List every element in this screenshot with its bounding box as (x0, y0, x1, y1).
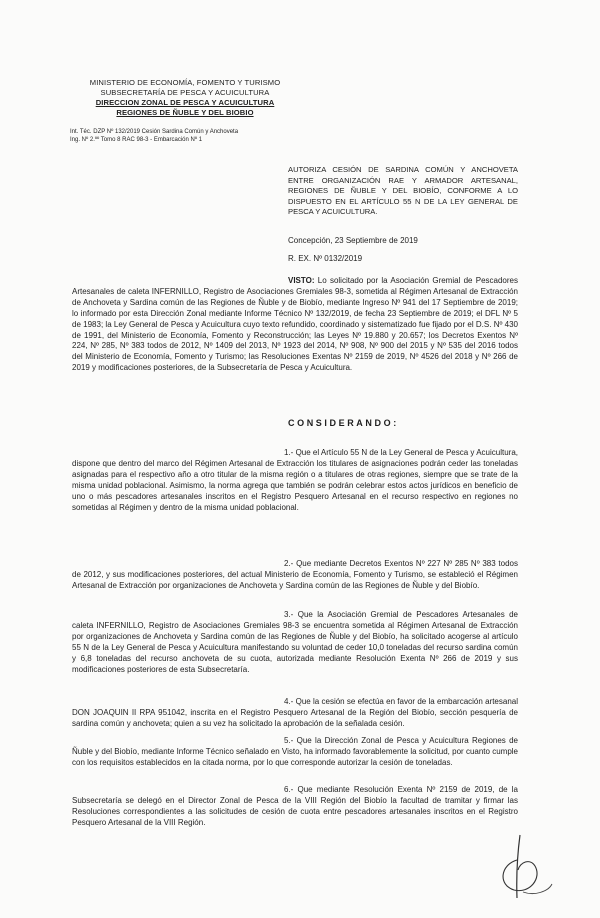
considerando-paragraph-4: 4.- Que la cesión se efectúa en favor de la embarcación artesanal DON JOAQUIN II RPA 951042, inscrita en el Registro Pesquero Artesanal de la Región del Biobío, sección pesquería de sardina común y anchoveta; quien a su vez ha solicitado la aprobación de la señalada cesión. (72, 697, 518, 728)
considerando-paragraph-1: 1.- Que el Artículo 55 N de la Ley General de Pesca y Acuicultura, dispone que dentro del marco del Régimen Artesanal de Extracción los titulares de asignaciones podrán ceder las toneladas asignadas para el respectivo año a otro titular de la misma región o a titulares de otras regiones, siempre que se trate de la misma unidad poblacional. Asimismo, la norma agrega que también se podrán celebrar estos actos jurídicos en beneficio de uno o más pescadores artesanales inscritos en el Registro Pesquero Artesanal en el recurso respectivo en regiones no sometidas al Régimen y dentro de la misma unidad poblacional. (72, 448, 518, 512)
visto-paragraph (72, 276, 518, 374)
undersecretary-name: SUBSECRETARÍA DE PESCA Y ACUICULTURA (100, 88, 270, 97)
visto-label: VISTO: (288, 276, 315, 285)
regions-name: REGIONES DE ÑUBLE Y DEL BIOBIO (116, 108, 254, 117)
date-line: Concepción, 23 Septiembre de 2019 (288, 236, 418, 245)
signature-mark (490, 830, 560, 905)
subject-block: AUTORIZA CESIÓN DE SARDINA COMÚN Y ANCHOVETA ENTRE ORGANIZACIÓN RAE Y ARMADOR ARTESANAL, REGIONES DE ÑUBLE Y DEL BIOBÍO, CONFORME A LO DISPUESTO EN EL ARTÍCULO 55 N DE LA LEY GENERAL DE PESCA Y ACUICULTURA. (288, 165, 518, 216)
header-block (70, 78, 300, 118)
reference-block (70, 128, 310, 144)
ministry-name: MINISTERIO DE ECONOMÍA, FOMENTO Y TURISMO (89, 78, 281, 87)
considerando-paragraph-2: 2.- Que mediante Decretos Exentos Nº 227 Nº 285 Nº 383 todos de 2012, y sus modificaciones posteriores, del actual Ministerio de Economía, Fomento y Turismo, se estableció el Régimen Artesanal de Extracción por organizaciones de Anchoveta y Sardina común de las Regiones de Ñuble y del Biobío. (72, 559, 518, 590)
considerando-title: CONSIDERANDO: (288, 418, 399, 428)
resolution-number: R. EX. Nº 0132/2019 (288, 254, 363, 263)
considerando-paragraph-3: 3.- Que la Asociación Gremial de Pescadores Artesanales de caleta INFERNILLO, Registro de Asociaciones Gremiales 98-3 se encuentra sometida al Régimen Artesanal de Extracción por organizaciones de Anchoveta y Sardina común de las Regiones de Ñuble y del Biobío, ha solicitado acogerse al artículo 55 N de la Ley General de Pesca y Acuicultura manifestando su voluntad de ceder 10,0 toneladas del recurso sardina común y 6,8 toneladas del recurso anchoveta de su cuota, autorizada mediante Resolución Exenta Nº 266 de 2019 y sus modificaciones posteriores de esta Subsecretaría. (72, 610, 518, 674)
reference-line-2: Ing. Nº 2.ºº Tomo 8 RAC 98-3 - Embarcación Nº 1 (70, 137, 203, 143)
reference-line-1: Int. Téc. DZP Nº 132/2019 Cesión Sardina Común y Anchoveta (70, 129, 239, 135)
considerando-paragraph-6: 6.- Que mediante Resolución Exenta Nº 2159 de 2019, de la Subsecretaría se delegó en el Director Zonal de Pesca de la VIII Región del Biobío la facultad de tramitar y firmar las Resoluciones correspondientes a las solicitudes de cesión de cuota entre pescadores artesanales inscritos en el Registro Pesquero Artesanal de la VIII Región. (72, 785, 518, 827)
visto-text: Lo solicitado por la Asociación Gremial de Pescadores Artesanales de caleta INFERNILLO, Registro de Asociaciones Gremiales 98-3, sometida al Régimen Artesanal de Extracción de Anchoveta y Sardina común de las Regiones de Ñuble y de Biobío, mediante Ingreso Nº 941 del 17 Septiembre de 2019; lo informado por esta Dirección Zonal mediante Informe Técnico Nº 132/2019, de fecha 23 Septiembre de 2019; el DFL Nº 5 de 1983; la Ley General de Pesca y Acuicultura cuyo texto refundido, coordinado y sistematizado fue fijado por el D.S. Nº 430 de 1991, del Ministerio de Economía, Fomento y Reconstrucción; las Leyes Nº 19.880 y 20.657; los Decretos Exentos Nº 224, Nº 285, Nº 383 todos de 2012, Nº 1409 del 2013, Nº 1923 del 2014, Nº 908, Nº 900 del 2015 y Nº 535 del 2016 todos del Ministerio de Economía, Fomento y Turismo; las Resoluciones Exentas Nº 2159 de 2019, Nº 4526 del 2018 y Nº 266 de 2019 y modificaciones posteriores, de la Subsecretaría de Pesca y Acuicultura. (72, 276, 518, 373)
direction-name: DIRECCION ZONAL DE PESCA Y ACUICULTURA (95, 98, 275, 107)
considerando-paragraph-5: 5.- Que la Dirección Zonal de Pesca y Acuicultura Regiones de Ñuble y del Biobío, mediante Informe Técnico señalado en Visto, ha informado favorablemente la solicitud, por cuanto cumple con los requisitos establecidos en la citada norma, por lo que corresponde autorizar la cesión de toneladas. (72, 736, 518, 767)
